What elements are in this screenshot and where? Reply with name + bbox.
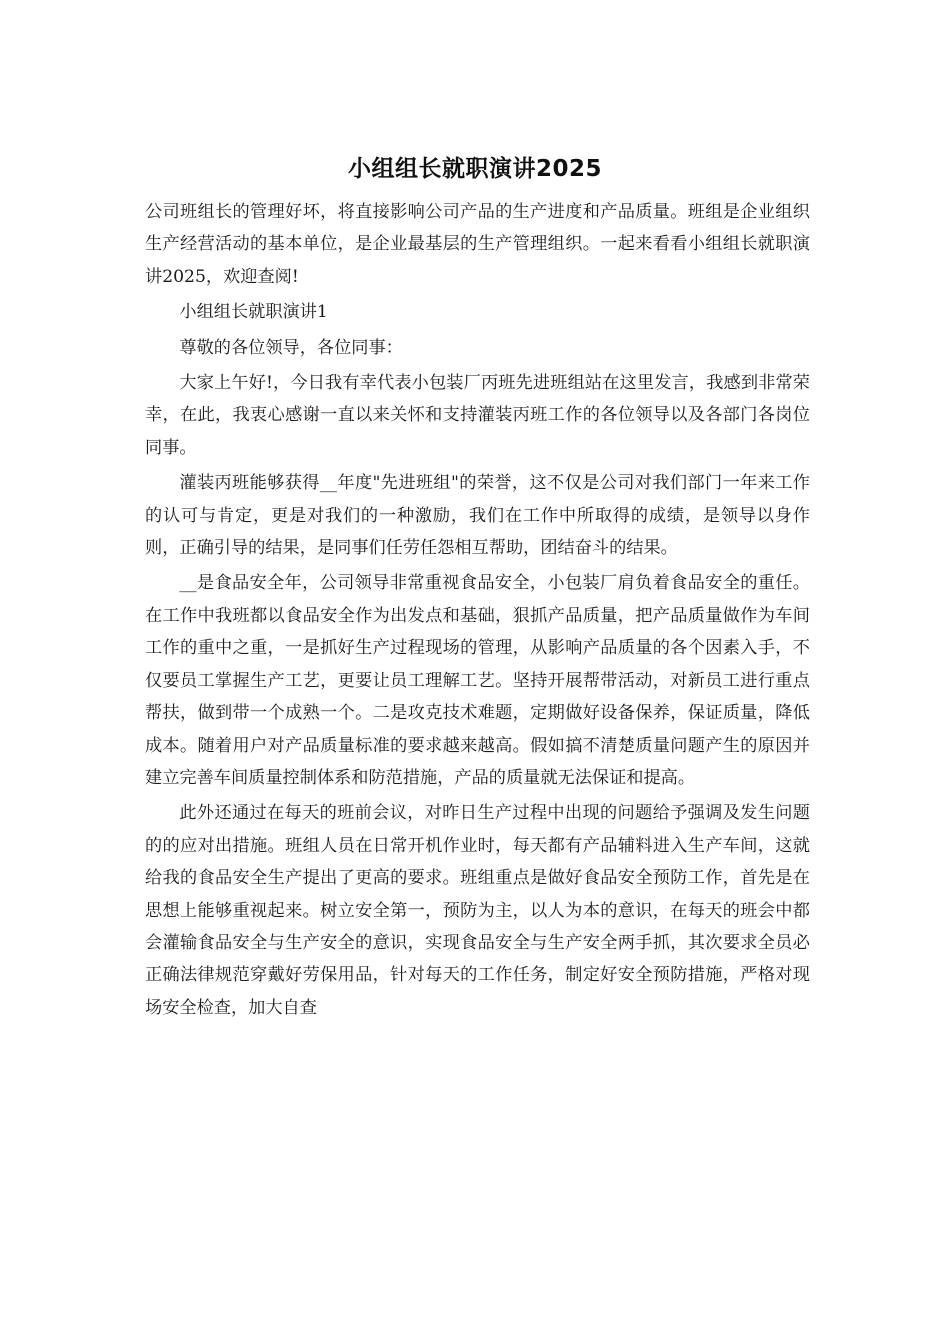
salutation: 尊敬的各位领导，各位同事： [179,337,403,358]
intro-paragraph: 公司班组长的管理好坏，将直接影响公司产品的生产进度和产品质量。班组是企业组织生产经营活动的基本单位，是企业最基层的生产管理组织。一起来看看小组组长就职演讲2025，欢迎查阅! [145,202,810,287]
body-paragraph: 灌装丙班能够获得__年度"先进班组"的荣誉，这不仅是公司对我们部门一年来工作的认可与肯定，更是对我们的一种激励，我们在工作中所取得的成绩，是领导以身作则，正确引导的结果，是同事们任劳任怨相互帮助，团结奋斗的结果。 [145,473,810,559]
speech-heading: 小组组长就职演讲1 [179,302,328,323]
document-title: 小组组长就职演讲2025 [347,156,602,182]
document-body [145,196,810,1027]
body-paragraph: __是食品安全年，公司领导非常重视食品安全，小包装厂肩负着食品安全的重任。在工作中我班都以食品安全作为出发点和基础，狠抓产品质量，把产品质量做作为车间工作的重中之重，一是抓好生产过程现场的管理，从影响产品质量的各个因素入手，不仅要员工掌握生产工艺，更要让员工理解工艺。坚持开展帮带活动，对新员工进行重点帮扶，做到带一个成熟一个。二是攻克技术难题，定期做好设备保养，保证质量，降低成本。随着用户对产品质量标准的要求越来越高。假如搞不清楚质量问题产生的原因并建立完善车间质量控制体系和防范措施，产品的质量就无法保证和提高。 [145,573,810,788]
body-paragraph: 此外还通过在每天的班前会议，对昨日生产过程中出现的问题给予强调及发生问题的的应对出措施。班组人员在日常开机作业时，每天都有产品辅料进入生产车间，这就给我的食品安全生产提出了更高的要求。班组重点是做好食品安全预防工作，首先是在思想上能够重视起来。树立安全第一，预防为主，以人为本的意识，在每天的班会中都会灌输食品安全与生产安全的意识，实现食品安全与生产安全两手抓，其次要求全员必正确法律规范穿戴好劳保用品，针对每天的工作任务，制定好安全预防措施，严格对现场安全检查，加大自查 [145,803,810,1018]
body-paragraph: 大家上午好!，今日我有幸代表小包装厂丙班先进班组站在这里发言，我感到非常荣幸，在此，我衷心感谢一直以来关怀和支持灌装丙班工作的各位领导以及各部门各岗位同事。 [145,373,810,458]
